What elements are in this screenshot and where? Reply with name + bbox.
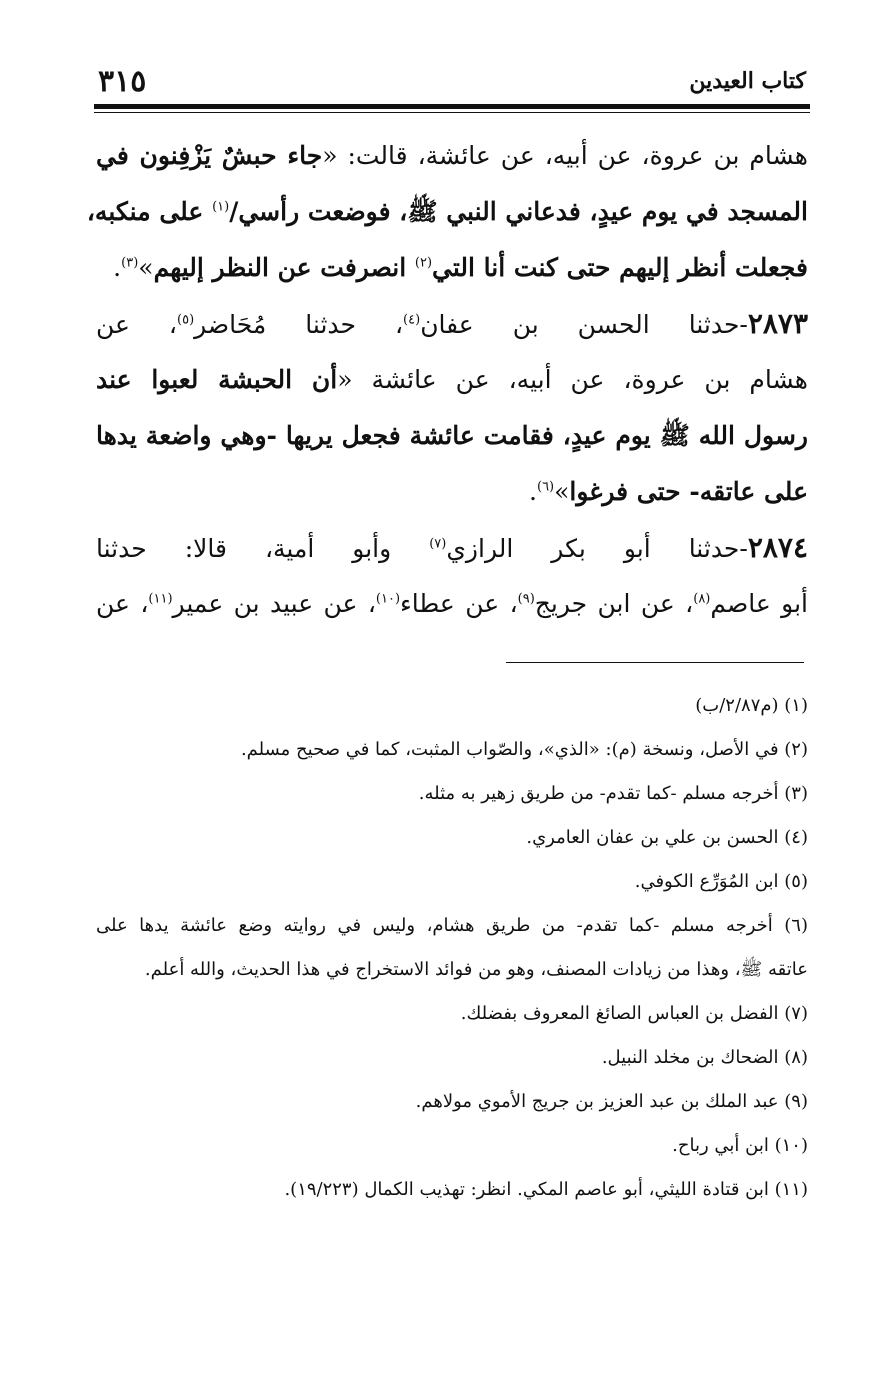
footnote-line: عاتقه ﷺ، وهذا من زيادات المصنف، وهو من فوائد الاستخراج في هذا الحديث، والله أعلم. [144,959,808,980]
footnote-ref: (٥) [177,312,195,328]
footnote-ref: (٧) [429,536,447,552]
footnote-line: (١) (م٢/٨٧/ب) [695,695,808,716]
hadith-text: انصرفت عن النظر إليهم [153,253,415,282]
text-run: ، عن [96,589,149,618]
page-number: ٣١٥ [98,63,147,99]
footnote-line: (٦) أخرجه مسلم -كما تقدم- من طريق هشام، وليس في روايته وضع عائشة يدها على [96,915,808,936]
hadith-text: أن الحبشة لعبوا عند [96,365,338,394]
text-run: هشام بن عروة، عن أبيه، عن عائشة « [337,365,808,394]
text-line [96,408,808,464]
text-line [96,240,808,296]
text-run: هشام بن عروة، عن أبيه، عن عائشة، قالت: « [322,141,808,170]
text-run: أبو عاصم [710,589,808,618]
footnote-ref: (٩) [517,591,535,607]
footnote-line: (١١) ابن قتادة الليثي، أبو عاصم المكي. انظر: تهذيب الكمال (١٩/٢٢٣). [284,1179,808,1200]
hadith-text: فجعلت أنظر إليهم حتى كنت أنا التي [432,253,808,282]
hadith-text: المسجد في يوم عيدٍ، فدعاني النبي ﷺ، فوضعت رأسي/ [229,197,808,226]
footnote-line: (١٠) ابن أبي رباح. [672,1135,808,1156]
footnote-line: (٩) عبد الملك بن عبد العزيز بن جريج الأموي مولاهم. [415,1091,808,1112]
footnote-ref: (٦) [536,479,555,495]
footnote-ref: (١) [212,199,230,215]
footnote-ref: (٣) [121,255,139,271]
hadith-text: على عاتقه- حتى فرغوا [569,477,808,506]
footnote-line: (٥) ابن المُوَرِّع الكوفي. [634,871,808,892]
hadith-text: رسول الله ﷺ يوم عيدٍ، فقامت عائشة فجعل يريها -وهي واضعة يدها [96,421,808,450]
text-run: ، عن [96,310,177,339]
footnote-ref: (٤) [403,312,421,328]
footnote-line: (٤) الحسن بن علي بن عفان العامري. [526,827,808,848]
text-run: ، حدثنا مُحَاضر [194,310,404,339]
text-line [96,520,808,576]
text-run: » [138,253,154,282]
text-run: وأبو أمية، قالا: حدثنا [96,534,430,563]
hadith-number: ٢٨٧٣ [747,307,808,340]
footnote-line: (٧) الفضل بن العباس الصائغ المعروف بفضلك. [460,1003,808,1024]
footnote-ref: (١٠) [375,591,401,607]
text-run: -حدثنا أبو بكر الرازي [446,534,748,563]
text-run: . [113,253,122,282]
footnote-ref: (١١) [148,591,173,607]
text-line [96,464,808,520]
text-line [96,128,808,184]
footnote-line: (٢) في الأصل، ونسخة (م): «الذي»، والصّواب المثبت، كما في صحيح مسلم. [240,739,808,760]
text-run: . [529,477,537,506]
book-title: كتاب العيدين [689,68,806,94]
hadith-text: على منكبه، [86,197,213,226]
footnote-ref: (٨) [693,591,711,607]
text-line [86,184,808,240]
text-run: ، عن عبيد بن عمير [172,589,376,618]
text-line [96,576,808,632]
text-run: » [554,477,570,506]
text-line [96,296,808,352]
header-rule-thick [94,104,810,109]
footnote-line: (٣) أخرجه مسلم -كما تقدم- من طريق زهير به مثله. [418,783,808,804]
text-run: ، عن ابن جريج [534,589,694,618]
footnote-separator [506,662,804,663]
text-run: ، عن عطاء [400,589,518,618]
footnotes [96,684,808,1212]
hadith-text: جاء حبشٌ يَزْفِنون في [96,141,323,170]
hadith-number: ٢٨٧٤ [747,531,808,564]
page-header [98,62,806,100]
text-run: -حدثنا الحسن بن عفان [420,310,748,339]
header-rule-thin [94,112,810,113]
text-line [96,352,808,408]
main-text [86,128,808,632]
footnote-ref: (٢) [414,255,433,271]
footnote-line: (٨) الضحاك بن مخلد النبيل. [601,1047,808,1068]
